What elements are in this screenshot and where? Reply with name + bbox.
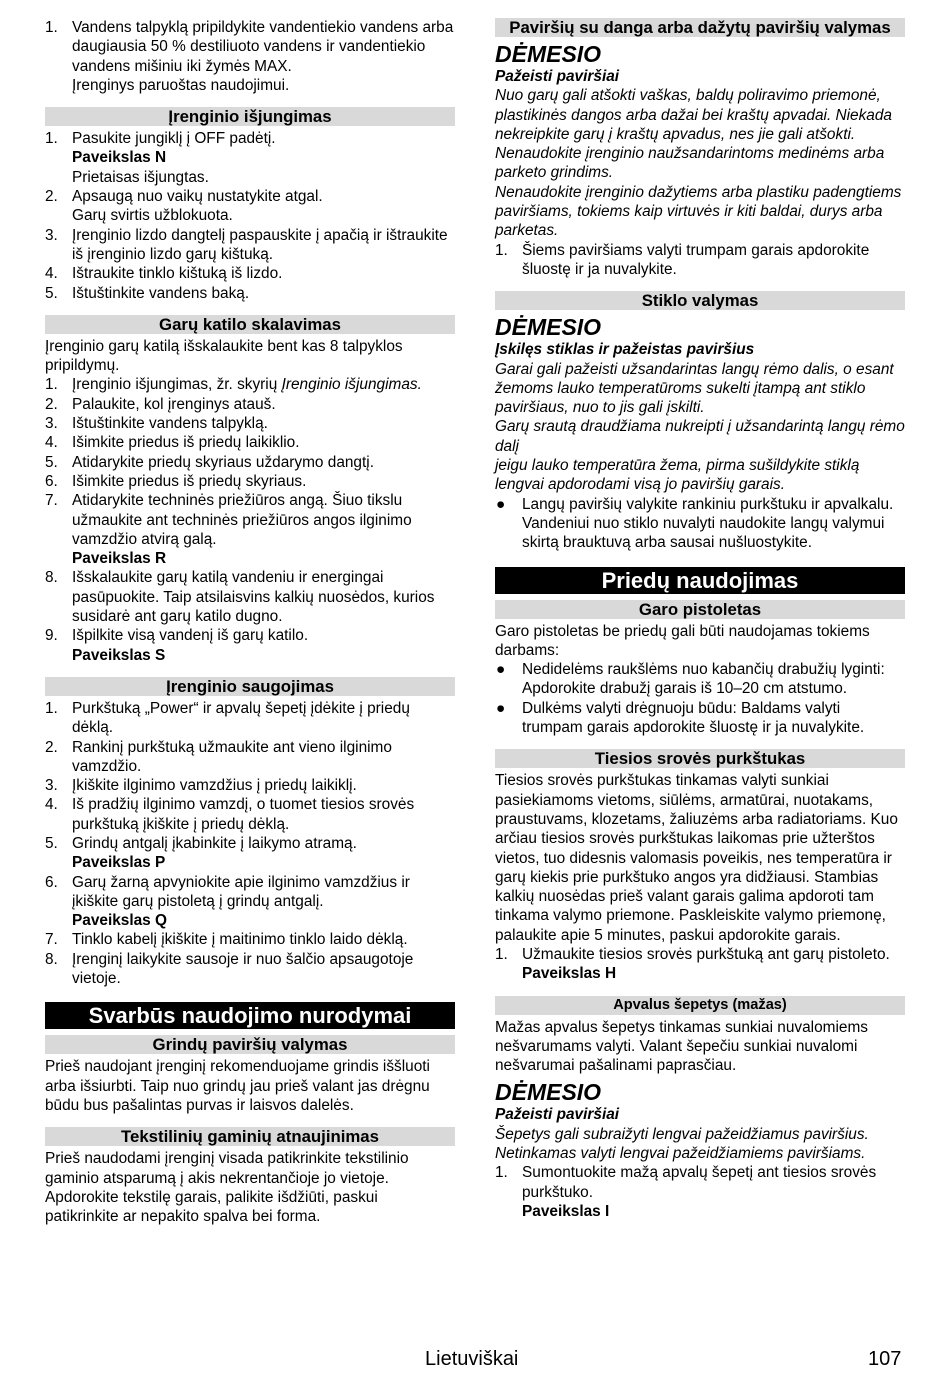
cross-reference: Įrenginio išjungimas.: [281, 376, 422, 394]
item-number: 7.: [45, 931, 58, 949]
section-title-storage: Įrenginio saugojimas: [45, 677, 455, 696]
item-number: 9.: [45, 627, 58, 645]
item-number: 1.: [495, 241, 508, 259]
item-text: [72, 930, 455, 949]
item-text: [72, 226, 455, 265]
warning-line: Šepetys gali subraižyti lengvai pažeidžiamus paviršius. Netinkamas valyti lengvai pažeidžiamiems paviršiams.: [495, 1125, 869, 1163]
device-off-list: [45, 129, 455, 303]
item-text: Sumontuokite mažą apvalų šepetį ant tiesios srovės purkštuko.: [522, 1164, 877, 1201]
item-text: [72, 375, 455, 394]
list-item: [45, 375, 455, 394]
bullet-item: [495, 495, 905, 553]
warning-subtitle: Pažeisti paviršiai: [495, 1106, 620, 1124]
list-item: [45, 18, 455, 95]
warning-line: Garai gali pažeisti užsandarintas langų rėmo dalis, o esant žemoms lauko temperatūroms sukelti įtampą ant stiklo paviršiaus, nuo to jis gali įskilti.: [495, 360, 894, 417]
item-text-content: Purkštuką „Power“ ir apvalų šepetį įdėkite į priedų dėklą.: [72, 699, 410, 737]
item-number: 4.: [45, 796, 58, 814]
steam-gun-bullets: [495, 660, 905, 737]
list-item: [45, 699, 455, 738]
warning-line: Nenaudokite įrenginio naužsandarintoms medinėms arba parketo grindims.: [495, 145, 885, 182]
item-text: [72, 264, 455, 283]
item-number: 2.: [45, 738, 58, 756]
section-title-glass: Stiklo valymas: [495, 291, 905, 310]
item-text-content: Tinklo kabelį įkiškite į maitinimo tinklo laido dėklą.: [72, 931, 408, 949]
item-text-content: Apsaugą nuo vaikų nustatykite atgal.: [72, 188, 323, 206]
item-text: [72, 873, 455, 912]
figure-ref: Paveikslas P: [72, 854, 166, 872]
item-text: [72, 284, 455, 303]
list-item: [45, 834, 455, 873]
bullet-icon: ●: [496, 699, 506, 717]
item-number: 1.: [495, 1164, 508, 1182]
round-brush-text: Mažas apvalus šepetys tinkamas sunkiai nuvalomiems nešvarumams valyti. Valant šepečiu sunkiai nuvalomi nešvarumai pašalinami paprasčiau.: [495, 1018, 868, 1075]
chapter-title-usage: Svarbūs naudojimo nurodymai: [45, 1002, 455, 1029]
item-note: Įrenginys paruoštas naudojimui.: [72, 76, 290, 94]
item-number: 2.: [45, 395, 58, 413]
item-text: [72, 795, 455, 834]
list-item: [45, 395, 455, 414]
item-result: Garų svirtis užblokuota.: [72, 207, 233, 225]
item-number: 8.: [45, 950, 58, 968]
item-text-content: Išimkite priedus iš priedų skyriaus.: [72, 472, 307, 490]
item-text-content: Garų žarną apvyniokite apie ilginimo vamzdžius ir įkiškite garų pistoletą į grindų antgalį.: [72, 873, 410, 910]
item-text: [72, 834, 455, 853]
left-column: [45, 18, 455, 1226]
item-number: 5.: [45, 284, 58, 302]
storage-list: [45, 699, 455, 988]
item-text-content: Įrenginio išjungimas, žr. skyrių: [72, 376, 282, 394]
bullet-text: Dulkėms valyti drėgnuoju būdu: Baldams valyti trumpam garais apdorokite šluostę ir ja nuvalykite.: [522, 699, 865, 737]
item-text: [72, 433, 455, 452]
figure-ref: Paveikslas S: [72, 646, 166, 664]
bullet-text: Nedidelėms raukšlėms nuo kabančių drabužių lyginti: Apdorokite drabužį garais iš 10–20 cm atstumo.: [522, 661, 885, 698]
list-item: [45, 776, 455, 795]
section-title-round-brush: Apvalus šepetys (mažas): [495, 996, 905, 1015]
item-text: [72, 187, 455, 206]
warning-line: Garų srautą draudžiama nukreipti į užsandarintą langų rėmo dalį: [495, 418, 905, 455]
item-text-content: Išskalaukite garų katilą vandeniu ir energingai pasūpuokite. Taip atsilaisvins kalkių nuosėdos, kurios susidarė ant garų katilo dugno.: [72, 569, 435, 626]
item-text-content: Rankinį purkštuką užmaukite ant vieno ilginimo vamzdžio.: [72, 738, 392, 775]
item-number: 1.: [495, 945, 508, 963]
bullet-text: Langų paviršių valykite rankiniu purkštuku ir apvalkalu. Vandeniui nuo stiklo nuvalyti naudokite langų valymui skirtą brauktuvą arba sausai nušluostykite.: [522, 495, 894, 552]
page-number: 107: [868, 1348, 902, 1370]
item-text-content: Atidarykite priedų skyriaus uždarymo dangtį.: [72, 453, 374, 471]
item-number: 2.: [45, 188, 58, 206]
item-text: [72, 472, 455, 491]
item-text: [72, 738, 455, 777]
bullet-icon: ●: [496, 495, 506, 513]
warning-heading: DĖMESIO: [495, 1079, 602, 1106]
item-result: Prietaisas išjungtas.: [72, 168, 209, 186]
section-title-descaling: Garų katilo skalavimas: [45, 315, 455, 334]
list-item: [45, 950, 455, 989]
jet-nozzle-text: Tiesios srovės purkštukas tinkamas valyti sunkiai pasiekiamoms vietoms, siūlėms, armatūrai, nuotakams, praustuvams, klozetams, žaliuzėms arba radiatoriams. Kuo arčiau tiesios srovės purkštukas laikomas prie užterštos vietos, tuo didesnis valomasis poveikis, nes temperatūra ir garų kiekis prie purkštuko angos yra didžiausi. Stambias kalkių nuosėdas prieš valant garais galima apdoroti tam tinkama valymo priemone. Paskleiskite valymo priemonę, palaukite apie 5 minutes, paskui apdorokite garais.: [495, 772, 898, 944]
section-title-floor: Grindų paviršių valymas: [45, 1035, 455, 1054]
chapter-title-accessories: Priedų naudojimas: [495, 567, 905, 594]
item-text-content: Išimkite priedus iš priedų laikiklio.: [72, 434, 300, 452]
list-item: [45, 284, 455, 303]
descaling-intro: Įrenginio garų katilą išskalaukite bent kas 8 talpyklos pripildymų.: [45, 337, 403, 375]
item-text: [72, 414, 455, 433]
list-item: [45, 226, 455, 265]
bullet-item: [495, 699, 905, 738]
section-title-steam-gun: Garo pistoletas: [495, 600, 905, 619]
list-item: [45, 568, 455, 626]
right-column: [495, 18, 905, 1221]
list-item: [45, 491, 455, 568]
item-number: 3.: [45, 415, 58, 433]
item-text: [72, 699, 455, 738]
item-text-content: Ištraukite tinklo kištuką iš lizdo.: [72, 265, 283, 283]
warning-heading: DĖMESIO: [495, 314, 602, 341]
figure-ref: Paveikslas N: [72, 149, 167, 167]
section-title-device-off: Įrenginio išjungimas: [45, 107, 455, 126]
item-text: [72, 568, 455, 626]
warning-text: [495, 86, 905, 240]
bullet-item: [495, 660, 905, 699]
item-text-content: Ištuštinkite vandens talpyklą.: [72, 415, 268, 433]
footer-language: Lietuviškai: [425, 1348, 519, 1370]
figure-ref: Paveikslas R: [72, 550, 167, 568]
figure-ref: Paveikslas H: [522, 965, 617, 983]
warning-text: [495, 1125, 905, 1164]
steam-gun-text: Garo pistoletas be priedų gali būti naudojamas tokiems darbams:: [495, 622, 870, 659]
warning-text: [495, 360, 905, 495]
item-text: [72, 453, 455, 472]
item-number: 8.: [45, 569, 58, 587]
item-text: [72, 626, 455, 645]
item-number: 3.: [45, 226, 58, 244]
item-text: [72, 776, 455, 795]
item-text-content: Grindų antgalį įkabinkite į laikymo atramą.: [72, 834, 357, 852]
item-number: 5.: [45, 834, 58, 852]
list-item: [45, 738, 455, 777]
item-text-content: Įrenginio lizdo dangtelį paspauskite į apačią ir ištraukite iš įrenginio lizdo garų kištuką.: [72, 226, 448, 263]
item-text: [72, 491, 455, 549]
list-item: [495, 241, 905, 280]
item-number: 4.: [45, 265, 58, 283]
item-number: 1.: [45, 130, 58, 148]
list-item: [495, 945, 905, 984]
item-number: 3.: [45, 777, 58, 795]
list-item: [45, 873, 455, 931]
textile-text: Prieš naudodami įrenginį visada patikrinkite tekstilinio gaminio atsparumą į akis nekrentančioje jo vietoje. Apdorokite tekstilę garais, palikite išdžiūti, paskui patikrinkite ar nepakito spalva bei forma.: [45, 1150, 409, 1226]
item-number: 1.: [45, 376, 58, 394]
list-item: [45, 433, 455, 452]
item-text: Šiems paviršiams valyti trumpam garais apdorokite šluostę ir ja nuvalykite.: [522, 241, 870, 278]
warning-line: Nuo garų gali atšokti vaškas, baldų poliravimo priemonė, plastikinės dangos arba dažai bei kraštų apvadai. Niekada nekreipkite garų į kraštų apvadus, nes jie gali atšokti.: [495, 87, 892, 143]
figure-ref: Paveikslas I: [522, 1202, 610, 1220]
list-item: [45, 187, 455, 226]
warning-heading: DĖMESIO: [495, 41, 602, 67]
item-text-content: Išpilkite visą vandenį iš garų katilo.: [72, 627, 309, 645]
warning-line: Nenaudokite įrenginio dažytiems arba plastiku padengtiems paviršiams, tokiems kaip virtuvės ir kiti baldai, durys arba parketas.: [495, 183, 902, 240]
item-text-content: Įkiškite ilginimo vamzdžius į priedų laikiklį.: [72, 777, 357, 795]
item-text: Vandens talpyklą pripildykite vandentiekio vandens arba daugiausia 50 % destiliuoto vandens ir vandentiekio vandens mišiniu iki žymės MAX.: [72, 19, 454, 75]
list-item: [45, 472, 455, 491]
item-text-content: Palaukite, kol įrenginys atauš.: [72, 395, 276, 413]
item-number: 4.: [45, 434, 58, 452]
section-title-jet-nozzle: Tiesios srovės purkštukas: [495, 749, 905, 768]
list-item: [45, 453, 455, 472]
list-item: [45, 264, 455, 283]
item-number: 1.: [45, 19, 58, 36]
section-title-textile: Tekstilinių gaminių atnaujinimas: [45, 1127, 455, 1146]
item-number: 6.: [45, 472, 58, 490]
list-item: [45, 930, 455, 949]
floor-text: Prieš naudojant įrenginį rekomenduojame grindis iššluoti arba išsiurbti. Taip nuo grindų jau prieš valant jas drėgnu būdu bus pašalintas purvas ir laisvos dalelės.: [45, 1058, 430, 1114]
warning-line: jeigu lauko temperatūra žema, pirma sušildykite stiklą lengvai apdorodami visą jo paviršių garais.: [495, 457, 860, 494]
figure-ref: Paveikslas Q: [72, 912, 167, 930]
section-title-coated: Paviršių su danga arba dažytų paviršių valymas: [495, 18, 905, 37]
warning-subtitle: Įskilęs stiklas ir pažeistas paviršius: [495, 341, 755, 359]
item-text-content: Atidarykite techninės priežiūros angą. Šiuo tikslu užmaukite ant techninės priežiūros angos ilginimo vamzdžio atvirą galą.: [72, 492, 412, 548]
list-item: [45, 795, 455, 834]
item-text-content: Iš pradžių ilginimo vamzdį, o tuomet tiesios srovės purkštuką įkiškite į priedų dėklą.: [72, 796, 415, 833]
descaling-list: [45, 375, 455, 664]
item-number: 6.: [45, 873, 58, 891]
item-text-content: Ištuštinkite vandens baką.: [72, 284, 250, 302]
list-item: [45, 129, 455, 187]
list-item: [45, 626, 455, 665]
list-item: [45, 414, 455, 433]
item-text: [72, 395, 455, 414]
item-number: 5.: [45, 453, 58, 471]
item-text: [72, 950, 455, 989]
list-item: [495, 1163, 905, 1221]
item-text: [72, 129, 455, 148]
item-number: 7.: [45, 492, 58, 510]
item-number: 1.: [45, 699, 58, 717]
item-text-content: Pasukite jungiklį į OFF padėtį.: [72, 130, 276, 148]
item-text: Užmaukite tiesios srovės purkštuką ant garų pistoleto.: [522, 945, 890, 963]
item-text-content: Įrenginį laikykite sausoje ir nuo šalčio apsaugotoje vietoje.: [72, 950, 414, 988]
warning-subtitle: Pažeisti paviršiai: [495, 68, 620, 85]
bullet-icon: ●: [496, 661, 506, 679]
